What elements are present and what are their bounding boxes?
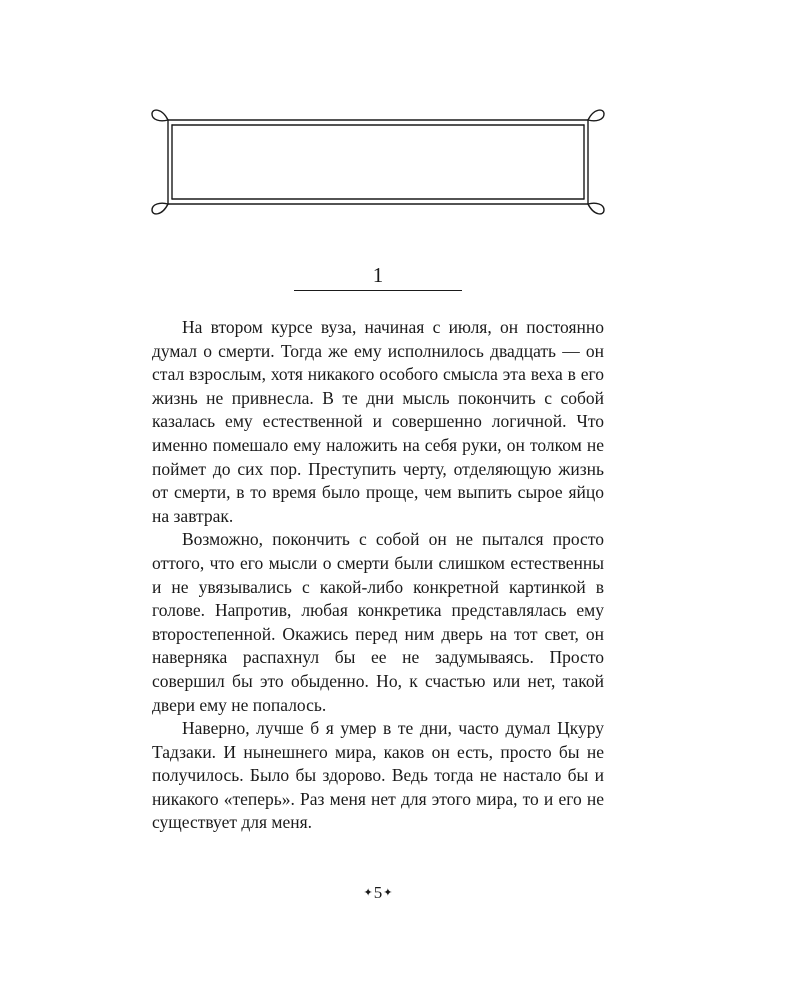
ornament-right-icon: ✦ — [383, 887, 393, 899]
chapter-ornament-frame — [148, 104, 608, 220]
paragraph: Возможно, покончить с собой он не пытался просто оттого, что его мысли о смерти были слишком естественны и не увязывались с какой-либо конкретной картинкой в голове. Напротив, любая конкретика представлялась ему второстепенной. Окажись перед ним дверь на тот свет, он наверняка распахнул бы ее не задумываясь. Просто совершил бы это обыденно. Но, к счастью или нет, такой двери ему не попалось. — [152, 529, 604, 715]
chapter-underline — [294, 290, 462, 291]
chapter-number: 1 — [372, 263, 384, 287]
page-number: 5 — [373, 883, 383, 902]
page-footer — [0, 882, 756, 904]
paragraph: На втором курсе вуза, начиная с июля, он постоянно думал о смерти. Тогда же ему исполнилось двадцать — он стал взрослым, хотя никакого особого смысла эта веха в его жизнь не привнесла. В те дни мысль покончить с собой казалась ему естественной и совершенно логичной. Что именно помешало ему наложить на себя руки, он толком не поймет до сих пор. Преступить черту, отделяющую жизнь от смерти, в то время было проще, чем выпить сырое яйцо на завтрак. — [152, 317, 604, 526]
body-text — [152, 316, 604, 835]
paragraph: Наверно, лучше б я умер в те дни, часто думал Цкуру Тадзаки. И нынешнего мира, каков он есть, просто бы не получилось. Было бы здорово. Ведь тогда не настало бы и никакого «теперь». Раз меня нет для этого мира, то и его не существует для меня. — [152, 718, 604, 833]
ornament-left-icon: ✦ — [363, 887, 373, 899]
